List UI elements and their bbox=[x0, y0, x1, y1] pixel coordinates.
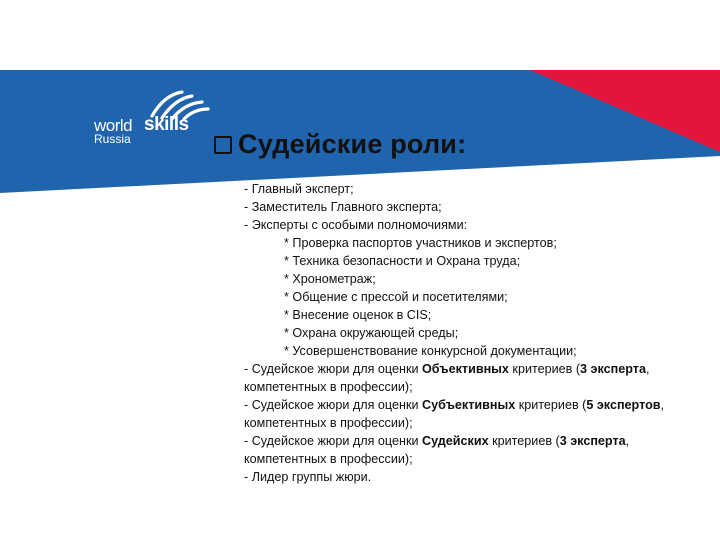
checkbox-bullet-icon bbox=[214, 136, 232, 154]
sub-item: * Внесение оценок в CIS; bbox=[284, 308, 432, 322]
logo-text-world: world bbox=[94, 116, 133, 135]
role-jury-group-leader: - Лидер группы жюри. bbox=[244, 470, 372, 484]
jury-expert-count: 5 экспертов bbox=[586, 398, 661, 412]
slide-title: Судейские роли: bbox=[238, 128, 467, 159]
role-special-experts: - Эксперты с особыми полномочиями: bbox=[244, 218, 468, 232]
sub-item: * Усовершенствование конкурсной документации; bbox=[284, 344, 577, 358]
jury-subjective bbox=[244, 396, 674, 432]
sub-item: * Хронометраж; bbox=[284, 272, 376, 286]
jury-text: , компетентных в профессии); bbox=[244, 434, 630, 466]
sub-item: * Проверка паспортов участников и экспертов; bbox=[284, 236, 557, 250]
jury-text: , компетентных в профессии); bbox=[244, 362, 650, 394]
slide-title-row bbox=[214, 124, 466, 164]
jury-judicial bbox=[244, 432, 674, 468]
jury-criteria-type: Объективных bbox=[422, 362, 509, 376]
sub-item: * Общение с прессой и посетителями; bbox=[284, 290, 508, 304]
jury-text: критериев ( bbox=[488, 434, 560, 448]
jury-text: - Судейское жюри для оценки bbox=[244, 398, 423, 412]
role-deputy-chief-expert: - Заместитель Главного эксперта; bbox=[244, 200, 442, 214]
logo-text-skills: skills bbox=[144, 114, 189, 135]
jury-criteria-type: Субъективных bbox=[422, 398, 516, 412]
jury-text: - Судейское жюри для оценки bbox=[244, 434, 423, 448]
jury-text: критериев ( bbox=[508, 362, 581, 376]
sub-item: * Охрана окружающей среды; bbox=[284, 326, 459, 340]
jury-text: - Судейское жюри для оценки bbox=[244, 362, 423, 376]
jury-expert-count: 3 эксперта bbox=[580, 362, 646, 376]
jury-text: , компетентных в профессии); bbox=[244, 398, 665, 430]
slide-body bbox=[244, 180, 674, 486]
jury-expert-count: 3 эксперта bbox=[559, 434, 626, 448]
jury-objective bbox=[244, 360, 674, 396]
worldskills-russia-logo bbox=[94, 88, 219, 150]
logo-text-russia: Russia bbox=[94, 132, 131, 146]
jury-criteria-type: Судейских bbox=[422, 434, 489, 448]
role-chief-expert: - Главный эксперт; bbox=[244, 182, 354, 196]
sub-item: * Техника безопасности и Охрана труда; bbox=[284, 254, 521, 268]
jury-text: критериев ( bbox=[515, 398, 587, 412]
